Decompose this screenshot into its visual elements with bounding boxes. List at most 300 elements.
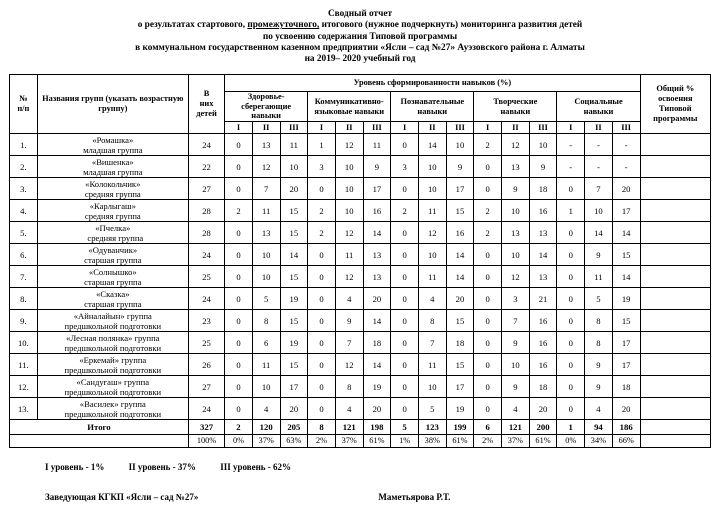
- th-skill-group-health: [225, 91, 308, 122]
- skill-group-social-l2: навыки: [583, 106, 614, 116]
- totals-value-cell: 123: [418, 420, 446, 435]
- th-index-line2: п/п: [17, 104, 30, 113]
- th-level-iii: III: [529, 122, 557, 134]
- totals-value-cell: 8: [308, 420, 336, 435]
- skill-group-health-l1: Здоровье-: [247, 91, 285, 101]
- skill-value-cell: 13: [363, 266, 391, 288]
- skill-value-cell: 4: [335, 398, 363, 420]
- group-name-cell: [37, 288, 188, 310]
- total-percent-cell: [640, 354, 710, 376]
- skill-value-cell: 0: [225, 156, 253, 178]
- title-line-3: [0, 32, 720, 43]
- skill-value-cell: 7: [585, 178, 613, 200]
- percent-value-cell: 37%: [502, 435, 530, 448]
- group-name-cell: [37, 244, 188, 266]
- skill-group-social-l1: Социальные: [574, 96, 623, 106]
- table-row: [10, 200, 711, 222]
- skill-value-cell: -: [557, 134, 585, 156]
- skill-value-cell: 10: [418, 156, 446, 178]
- th-skills-level: Уровень сформированности навыков (%): [225, 74, 640, 91]
- skill-value-cell: 2: [474, 200, 502, 222]
- children-count-cell: 27: [188, 376, 224, 398]
- skill-value-cell: 16: [446, 222, 474, 244]
- skill-value-cell: 8: [252, 310, 280, 332]
- skill-value-cell: 2: [225, 200, 253, 222]
- group-name-line2: старшая группа: [84, 254, 142, 265]
- skill-value-cell: 10: [418, 244, 446, 266]
- skill-value-cell: 10: [446, 134, 474, 156]
- skill-value-cell: 1: [557, 200, 585, 222]
- skill-value-cell: 0: [391, 222, 419, 244]
- total-percent-cell: [640, 156, 710, 178]
- group-name-line1: «Василек» группа: [79, 398, 146, 409]
- skill-value-cell: 0: [308, 178, 336, 200]
- skill-value-cell: 0: [308, 310, 336, 332]
- percent-value-cell: 1%: [391, 435, 419, 448]
- skill-value-cell: 0: [391, 398, 419, 420]
- table-row: [10, 178, 711, 200]
- monitoring-report-table: [9, 74, 711, 449]
- skill-value-cell: 0: [557, 178, 585, 200]
- skill-value-cell: 0: [225, 332, 253, 354]
- level-2-summary: II уровень - 37%: [128, 462, 196, 473]
- skill-value-cell: 0: [474, 156, 502, 178]
- signatory-position: Заведующая КГКП «Ясли – сад №27»: [45, 492, 199, 503]
- skill-value-cell: 11: [252, 200, 280, 222]
- skill-value-cell: 16: [529, 354, 557, 376]
- totals-value-cell: 205: [280, 420, 308, 435]
- skill-value-cell: 0: [474, 244, 502, 266]
- skill-value-cell: 12: [335, 266, 363, 288]
- skill-value-cell: 17: [446, 376, 474, 398]
- percent-total-cell: [640, 435, 710, 448]
- skill-value-cell: 2: [391, 200, 419, 222]
- skill-value-cell: 12: [335, 134, 363, 156]
- skill-value-cell: 10: [280, 156, 308, 178]
- skill-value-cell: 15: [446, 354, 474, 376]
- group-name-cell: [37, 354, 188, 376]
- percent-value-cell: 37%: [335, 435, 363, 448]
- group-name-line2: предшкольной подготовки: [64, 342, 162, 353]
- skill-value-cell: 14: [363, 222, 391, 244]
- skill-value-cell: 0: [474, 376, 502, 398]
- title-segment: итогового (нужное подчеркнуть) мониторинга развития детей: [319, 20, 583, 31]
- skill-value-cell: 16: [363, 200, 391, 222]
- skill-value-cell: 20: [363, 288, 391, 310]
- skill-group-cognitive-l1: Познавательные: [400, 96, 465, 106]
- table-row: [10, 288, 711, 310]
- children-count-cell: 27: [188, 178, 224, 200]
- th-children-l1: В: [203, 89, 210, 99]
- skill-value-cell: 10: [502, 244, 530, 266]
- group-name-line2: старшая группа: [84, 298, 142, 309]
- group-name-cell: [37, 398, 188, 420]
- total-percent-cell: [640, 222, 710, 244]
- skill-value-cell: 8: [585, 332, 613, 354]
- th-level-i: I: [557, 122, 585, 134]
- group-name-line2: младшая группа: [83, 166, 143, 177]
- th-level-i: I: [474, 122, 502, 134]
- skill-value-cell: 9: [585, 354, 613, 376]
- group-name-cell: [37, 310, 188, 332]
- skill-value-cell: 0: [225, 266, 253, 288]
- level-3-summary: III уровень - 62%: [220, 462, 292, 473]
- skill-value-cell: -: [585, 156, 613, 178]
- row-index: 9.: [10, 310, 38, 332]
- skill-value-cell: 4: [335, 288, 363, 310]
- children-count-cell: 23: [188, 310, 224, 332]
- skill-value-cell: 0: [474, 310, 502, 332]
- percent-row: [10, 435, 711, 448]
- skill-value-cell: 12: [335, 354, 363, 376]
- row-index: 11.: [10, 354, 38, 376]
- group-name-line2: предшкольной подготовки: [64, 408, 162, 419]
- skill-value-cell: 15: [280, 222, 308, 244]
- children-count-cell: 25: [188, 266, 224, 288]
- skill-value-cell: 0: [308, 288, 336, 310]
- totals-value-cell: 186: [612, 420, 640, 435]
- group-name-cell: [37, 376, 188, 398]
- percent-value-cell: 38%: [418, 435, 446, 448]
- total-percent-cell: [640, 310, 710, 332]
- skill-group-health-l3: навыки: [251, 111, 282, 121]
- group-name-line1: «Колокольчик»: [85, 178, 141, 189]
- percent-value-cell: 63%: [280, 435, 308, 448]
- skill-value-cell: 16: [529, 200, 557, 222]
- skill-value-cell: 12: [502, 266, 530, 288]
- skill-value-cell: 14: [446, 266, 474, 288]
- skill-value-cell: 9: [502, 178, 530, 200]
- title-segment: промежуточного,: [247, 20, 320, 31]
- table-row: [10, 376, 711, 398]
- skill-value-cell: 15: [612, 310, 640, 332]
- skill-value-cell: 15: [446, 200, 474, 222]
- skill-value-cell: 11: [418, 266, 446, 288]
- total-percent-cell: [640, 398, 710, 420]
- skill-value-cell: 11: [418, 354, 446, 376]
- th-level-iii: III: [446, 122, 474, 134]
- skill-value-cell: 10: [502, 354, 530, 376]
- percent-value-cell: 34%: [585, 435, 613, 448]
- skill-value-cell: 0: [557, 266, 585, 288]
- totals-row: [10, 420, 711, 435]
- skill-value-cell: 0: [557, 398, 585, 420]
- skill-value-cell: 4: [585, 398, 613, 420]
- group-name-line2: предшкольной подготовки: [64, 320, 162, 331]
- th-skill-group-creative: [474, 91, 557, 122]
- skill-value-cell: 18: [612, 376, 640, 398]
- skill-value-cell: 3: [502, 288, 530, 310]
- row-index: 5.: [10, 222, 38, 244]
- skill-value-cell: 0: [225, 376, 253, 398]
- table-row: [10, 398, 711, 420]
- skill-value-cell: 13: [363, 244, 391, 266]
- totals-value-cell: 120: [252, 420, 280, 435]
- skill-value-cell: 19: [280, 288, 308, 310]
- th-children-l3: детей: [196, 108, 217, 118]
- totals-value-cell: 200: [529, 420, 557, 435]
- total-percent-cell: [640, 200, 710, 222]
- skill-group-creative-l1: Творческие: [493, 96, 538, 106]
- percent-value-cell: 61%: [363, 435, 391, 448]
- skill-value-cell: 10: [418, 376, 446, 398]
- report-footer: [9, 448, 711, 502]
- skill-value-cell: 18: [529, 376, 557, 398]
- children-count-cell: 24: [188, 134, 224, 156]
- group-name-cell: [37, 178, 188, 200]
- skill-value-cell: 15: [612, 244, 640, 266]
- skill-value-cell: 0: [474, 178, 502, 200]
- skill-value-cell: 7: [335, 332, 363, 354]
- row-index: 6.: [10, 244, 38, 266]
- skill-value-cell: 10: [335, 178, 363, 200]
- group-name-line2: младшая группа: [83, 144, 143, 155]
- row-index: 12.: [10, 376, 38, 398]
- th-level-iii: III: [280, 122, 308, 134]
- row-index: 4.: [10, 200, 38, 222]
- children-count-cell: 24: [188, 244, 224, 266]
- th-group-name: Названия групп (указать возрастную группу): [37, 74, 188, 134]
- levels-summary-line: [9, 462, 711, 472]
- signatory-name: Маметьярова Р.Т.: [378, 492, 451, 503]
- group-name-line1: «Сказка»: [96, 288, 130, 299]
- skill-value-cell: 0: [474, 288, 502, 310]
- skill-value-cell: 19: [446, 398, 474, 420]
- skill-value-cell: 12: [252, 156, 280, 178]
- signature-row: [9, 492, 711, 502]
- group-name-line1: «Сандуғаш» группа: [76, 376, 150, 387]
- skill-value-cell: 18: [446, 332, 474, 354]
- skill-value-cell: 14: [446, 244, 474, 266]
- skill-value-cell: 17: [446, 178, 474, 200]
- skill-value-cell: 0: [391, 244, 419, 266]
- table-head: [10, 74, 711, 134]
- skill-value-cell: -: [585, 134, 613, 156]
- group-name-line2: старшая группа: [84, 276, 142, 287]
- skill-group-health-l2: сберегающие: [241, 101, 292, 111]
- skill-value-cell: 9: [335, 310, 363, 332]
- th-total-l3: Типовой: [659, 104, 692, 113]
- row-index: 7.: [10, 266, 38, 288]
- skill-value-cell: 8: [335, 376, 363, 398]
- group-name-line1: «Ромашка»: [92, 134, 134, 145]
- skill-value-cell: 14: [612, 266, 640, 288]
- skill-value-cell: 14: [612, 222, 640, 244]
- skill-value-cell: 2: [474, 134, 502, 156]
- skill-value-cell: 15: [280, 310, 308, 332]
- table-row: [10, 244, 711, 266]
- skill-value-cell: 14: [280, 244, 308, 266]
- percent-children-count: 100%: [188, 435, 224, 448]
- group-name-cell: [37, 222, 188, 244]
- skill-value-cell: 17: [612, 200, 640, 222]
- group-name-cell: [37, 156, 188, 178]
- skill-value-cell: 11: [363, 134, 391, 156]
- skill-value-cell: 0: [391, 376, 419, 398]
- skill-value-cell: 11: [585, 266, 613, 288]
- skill-value-cell: 15: [280, 354, 308, 376]
- skill-value-cell: 10: [335, 200, 363, 222]
- group-name-line2: средняя группа: [84, 210, 141, 221]
- th-level-ii: II: [252, 122, 280, 134]
- percent-row-spacer: [10, 435, 189, 448]
- group-name-line1: «Одуванчик»: [88, 244, 138, 255]
- totals-value-cell: 94: [585, 420, 613, 435]
- th-level-i: I: [308, 122, 336, 134]
- skill-value-cell: 10: [252, 266, 280, 288]
- skill-value-cell: 9: [585, 376, 613, 398]
- skill-value-cell: 5: [418, 398, 446, 420]
- skill-value-cell: 12: [418, 222, 446, 244]
- percent-value-cell: 61%: [446, 435, 474, 448]
- skill-value-cell: 4: [502, 398, 530, 420]
- table-row: [10, 266, 711, 288]
- th-skill-group-social: [557, 91, 640, 122]
- skill-value-cell: 19: [612, 288, 640, 310]
- title-segment: по усвоению содержания Типовой программы: [262, 31, 458, 42]
- skill-value-cell: 12: [502, 134, 530, 156]
- group-name-line1: «Еркемай» группа: [79, 354, 147, 365]
- skill-group-communication-l1: Коммуникативно-: [314, 96, 384, 106]
- skill-group-creative-l2: навыки: [500, 106, 531, 116]
- skill-group-communication-l2: языковые навыки: [314, 106, 385, 116]
- th-skill-group-cognitive: [391, 91, 474, 122]
- skill-value-cell: 2: [308, 222, 336, 244]
- th-skill-group-communication: [308, 91, 391, 122]
- skill-value-cell: 0: [557, 222, 585, 244]
- group-name-line2: средняя группа: [87, 232, 144, 243]
- skill-value-cell: 0: [308, 266, 336, 288]
- skill-value-cell: 0: [391, 178, 419, 200]
- skill-value-cell: 21: [529, 288, 557, 310]
- title-segment: в коммунальном государственном казенном предприятии «Ясли – сад №27» Ауэзовского района г. Алматы: [135, 42, 585, 53]
- totals-value-cell: 1: [557, 420, 585, 435]
- skill-value-cell: 4: [418, 288, 446, 310]
- total-percent-cell: [640, 244, 710, 266]
- table-row: [10, 134, 711, 156]
- skill-value-cell: 20: [446, 288, 474, 310]
- skill-value-cell: 15: [446, 310, 474, 332]
- table-row: [10, 310, 711, 332]
- title-line-4: [0, 43, 720, 54]
- group-name-line2: предшкольной подготовки: [64, 364, 162, 375]
- group-name-cell: [37, 200, 188, 222]
- skill-value-cell: 17: [612, 332, 640, 354]
- children-count-cell: 24: [188, 288, 224, 310]
- group-name-line1: «Пчелка»: [95, 222, 131, 233]
- percent-value-cell: 2%: [308, 435, 336, 448]
- th-level-iii: III: [612, 122, 640, 134]
- totals-value-cell: 121: [335, 420, 363, 435]
- group-name-line1: «Лесная полянка» группа: [66, 332, 160, 343]
- skill-value-cell: 20: [280, 178, 308, 200]
- skill-value-cell: 9: [585, 244, 613, 266]
- total-percent-cell: [640, 134, 710, 156]
- th-level-ii: II: [502, 122, 530, 134]
- row-index: 10.: [10, 332, 38, 354]
- skill-value-cell: 0: [225, 310, 253, 332]
- th-total-l1: Общий %: [656, 84, 695, 94]
- th-level-iii: III: [363, 122, 391, 134]
- skill-value-cell: 11: [335, 244, 363, 266]
- percent-value-cell: 37%: [252, 435, 280, 448]
- skill-value-cell: -: [612, 134, 640, 156]
- skill-value-cell: 0: [308, 332, 336, 354]
- total-percent-cell: [640, 178, 710, 200]
- skill-value-cell: 19: [363, 376, 391, 398]
- skill-value-cell: 2: [308, 200, 336, 222]
- row-index: 8.: [10, 288, 38, 310]
- skill-value-cell: 0: [225, 178, 253, 200]
- skill-value-cell: 0: [474, 332, 502, 354]
- skill-value-cell: 17: [280, 376, 308, 398]
- th-children-l2: них: [199, 99, 214, 109]
- skill-value-cell: 10: [252, 244, 280, 266]
- level-1-summary: I уровень - 1%: [45, 462, 105, 473]
- totals-value-cell: 198: [363, 420, 391, 435]
- skill-value-cell: 6: [252, 332, 280, 354]
- totals-label: Итого: [10, 420, 189, 435]
- skill-value-cell: 7: [502, 310, 530, 332]
- percent-value-cell: 0%: [225, 435, 253, 448]
- skill-value-cell: 9: [446, 156, 474, 178]
- row-index: 13.: [10, 398, 38, 420]
- totals-children-count: 327: [188, 420, 224, 435]
- percent-value-cell: 2%: [474, 435, 502, 448]
- group-name-line1: «Вишенка»: [91, 156, 134, 167]
- totals-value-cell: 199: [446, 420, 474, 435]
- skill-value-cell: 17: [363, 178, 391, 200]
- totals-value-cell: 6: [474, 420, 502, 435]
- skill-value-cell: 14: [363, 354, 391, 376]
- row-index: 3.: [10, 178, 38, 200]
- skill-value-cell: 0: [225, 134, 253, 156]
- group-name-cell: [37, 266, 188, 288]
- skill-value-cell: 0: [308, 354, 336, 376]
- group-name-line2: средняя группа: [84, 188, 141, 199]
- th-level-ii: II: [418, 122, 446, 134]
- skill-value-cell: 20: [529, 398, 557, 420]
- th-total-l4: программы: [653, 113, 698, 123]
- skill-value-cell: 0: [557, 288, 585, 310]
- skill-value-cell: 0: [391, 134, 419, 156]
- table-row: [10, 354, 711, 376]
- skill-value-cell: 13: [252, 222, 280, 244]
- skill-value-cell: 14: [363, 310, 391, 332]
- skill-value-cell: 13: [502, 222, 530, 244]
- skill-value-cell: 8: [418, 310, 446, 332]
- skill-value-cell: 7: [252, 178, 280, 200]
- skill-value-cell: 9: [502, 332, 530, 354]
- th-level-ii: II: [585, 122, 613, 134]
- group-name-line1: «Солнышко»: [88, 266, 137, 277]
- group-name-cell: [37, 332, 188, 354]
- skill-value-cell: -: [612, 156, 640, 178]
- skill-value-cell: 18: [529, 178, 557, 200]
- skill-value-cell: 0: [391, 332, 419, 354]
- total-percent-cell: [640, 376, 710, 398]
- skill-value-cell: 0: [474, 398, 502, 420]
- skill-value-cell: 15: [280, 200, 308, 222]
- skill-value-cell: 0: [225, 398, 253, 420]
- skill-value-cell: 0: [557, 310, 585, 332]
- skill-value-cell: 18: [363, 332, 391, 354]
- totals-percent-cell: [640, 420, 710, 435]
- skill-value-cell: 1: [308, 134, 336, 156]
- skill-value-cell: 0: [391, 354, 419, 376]
- skill-value-cell: 3: [308, 156, 336, 178]
- skill-value-cell: 10: [502, 200, 530, 222]
